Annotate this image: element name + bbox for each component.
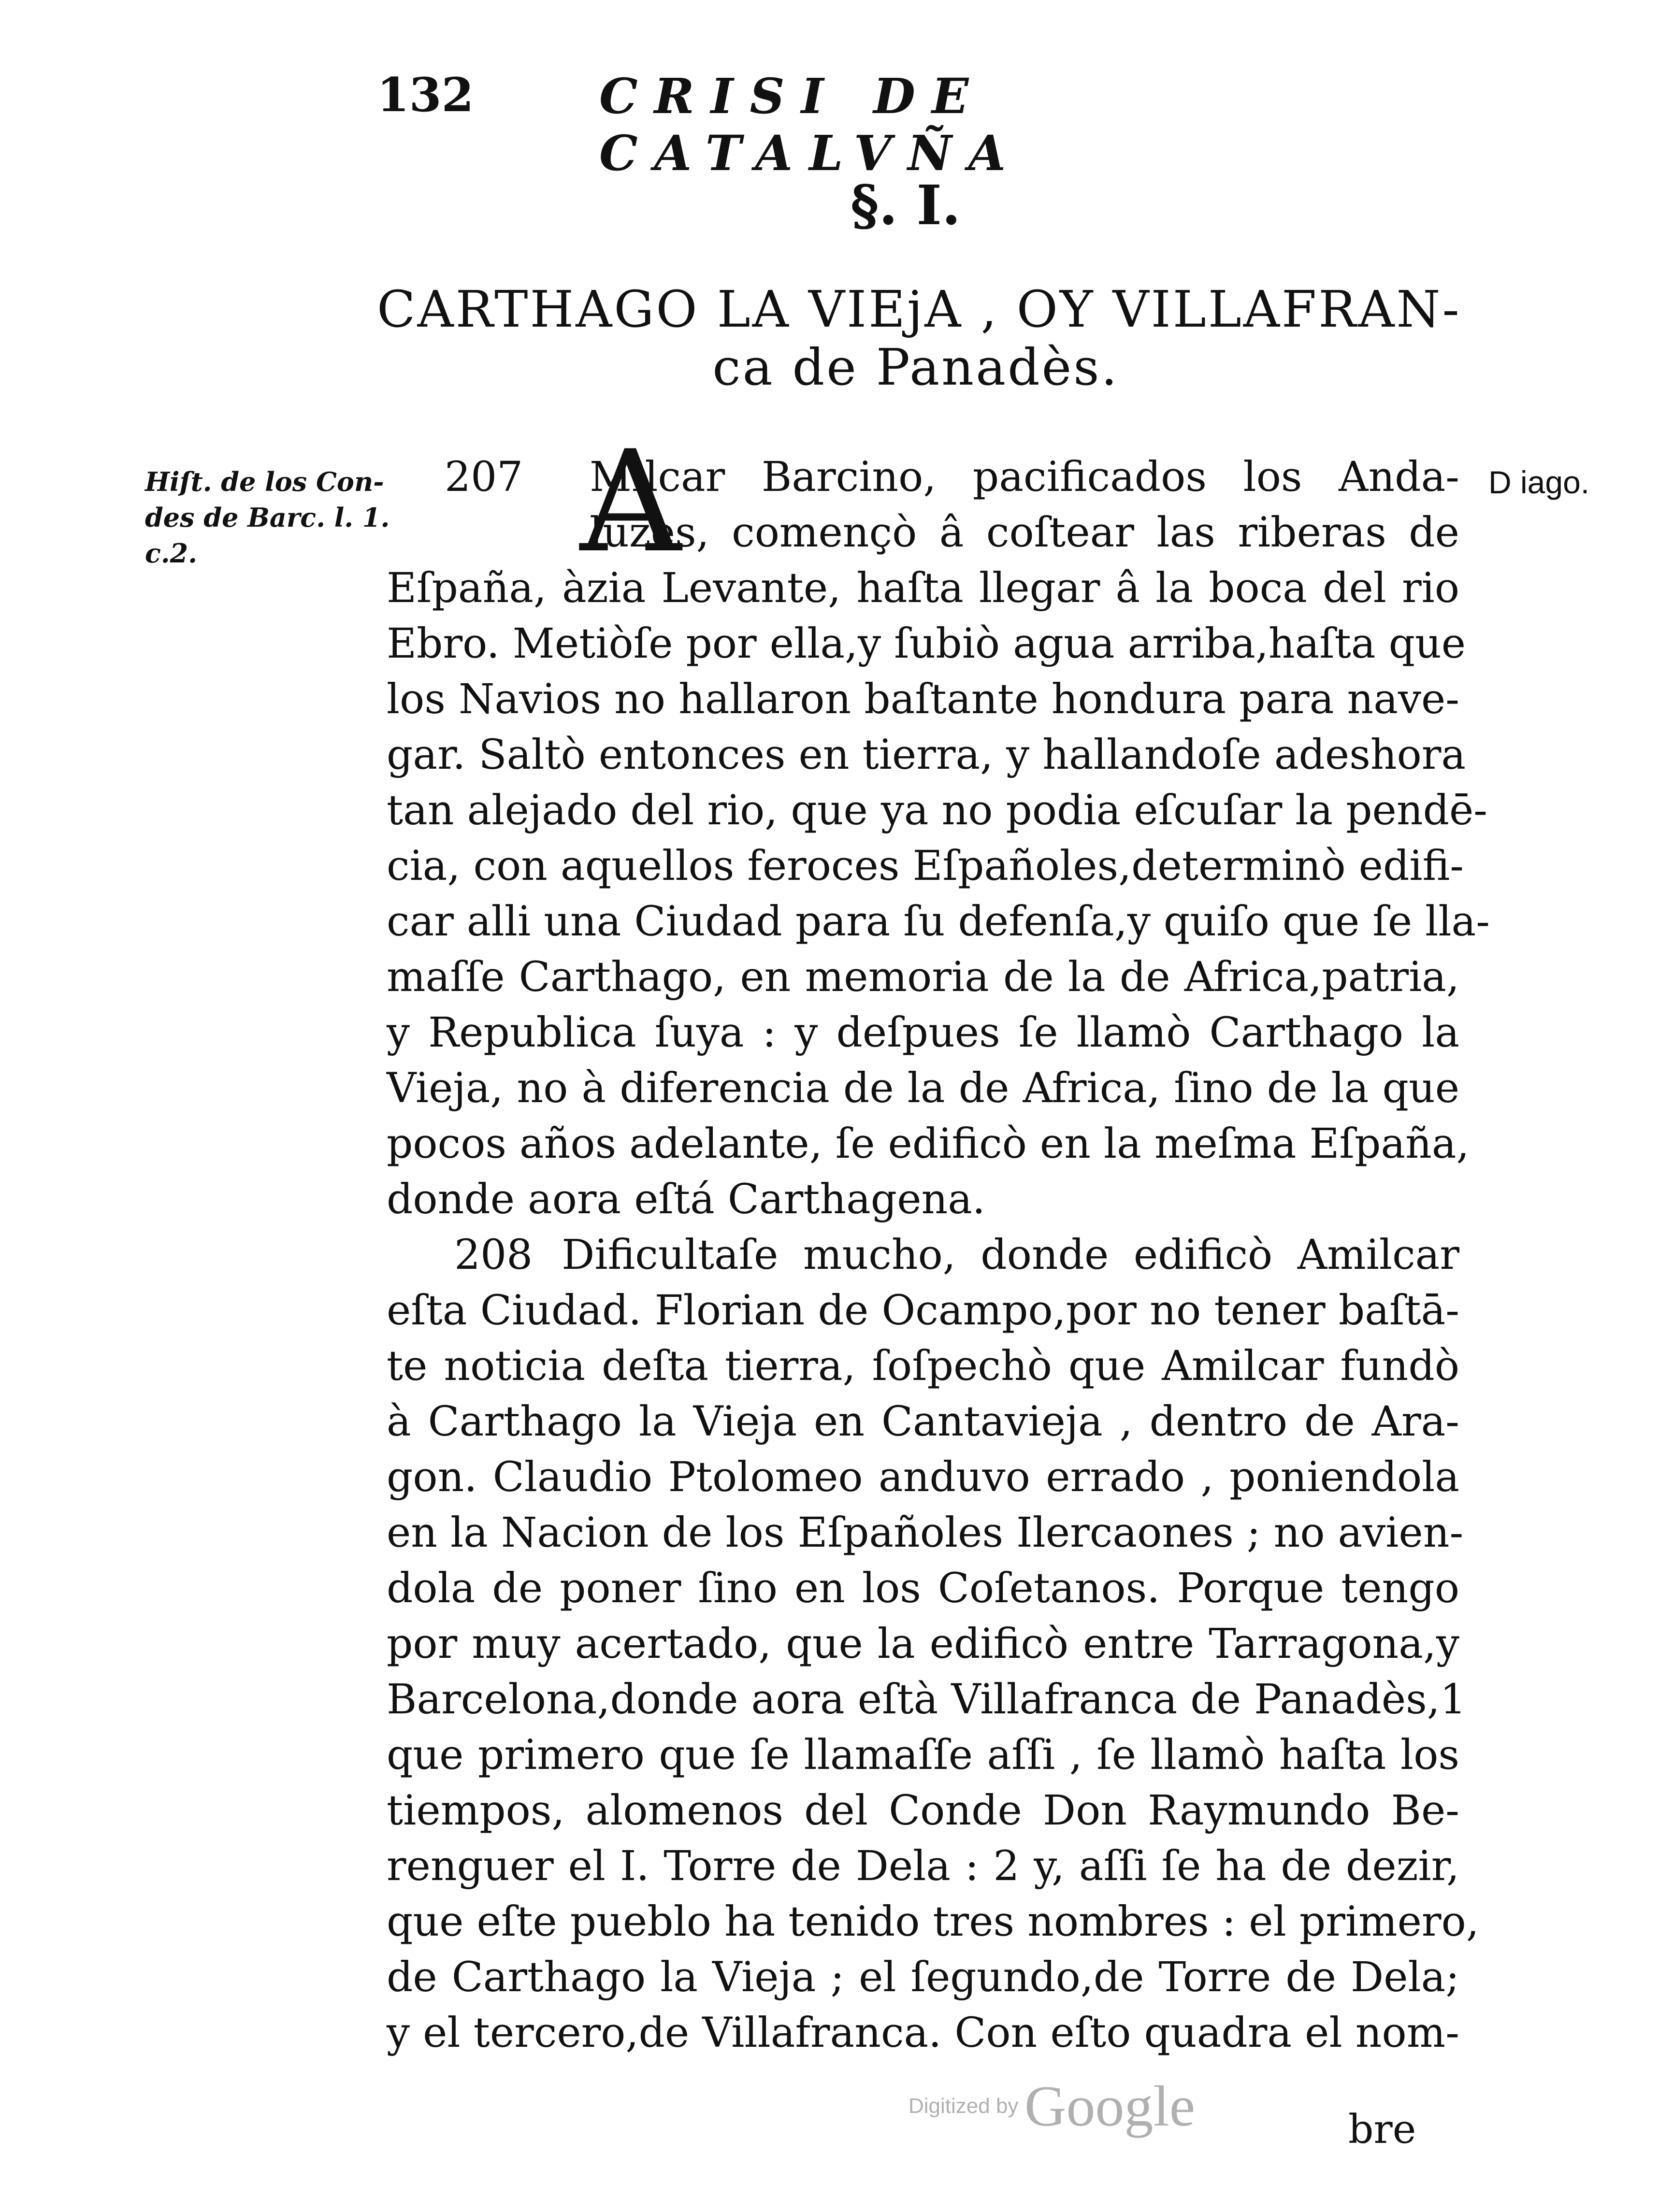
margin-note-line: des de Barc. l. 1. [145, 502, 390, 533]
catchword: bre [1348, 2107, 1416, 2153]
text-line: gon. Claudio Ptolomeo anduvo errado , poniendola [387, 1453, 1459, 1501]
text-line: 207 Milcar Barcino, pacificados los Anda- [387, 449, 1459, 505]
text-line: renguer el I. Torre de Dela : 2 y, aſſi ſe ha de dezir, [387, 1842, 1459, 1890]
watermark-prefix: Digitized by [909, 2094, 1019, 2118]
page-number: 132 [377, 68, 474, 122]
text-line: dola de poner ſino en los Coſetanos. Porque tengo [387, 1565, 1459, 1612]
margin-note [145, 464, 396, 571]
digitization-watermark [909, 2073, 1195, 2140]
paragraph-number: 207 [445, 453, 523, 501]
text-line: à Carthago la Vieja en Cantavieja , dentro de Ara- [387, 1398, 1459, 1446]
text-line: luzes, començò â coſtear las riberas de [590, 509, 1459, 557]
text-line: los Navios no hallaron baſtante hondura para nave- [387, 675, 1459, 723]
text-line: y el tercero,de Villafranca. Con eſto quadra el nom- [387, 2009, 1459, 2057]
text-line: gar. Saltò entonces en tierra, y hallandoſe adeshora [387, 731, 1466, 779]
paragraph-208 [387, 1227, 1479, 2061]
paragraph-207 [387, 421, 1490, 1227]
section-mark: §. I. [851, 174, 961, 237]
text-line: maſſe Carthago, en memoria de la de Africa,patria, [387, 953, 1459, 1001]
page-header [377, 68, 1343, 182]
text-line: donde aora eſtá Carthagena. [387, 1176, 985, 1223]
text-line: que eſte pueblo ha tenido tres nombres : el primero, [387, 1898, 1479, 1946]
text-line: eſta Ciudad. Florian de Ocampo,por no tener baſtā- [387, 1287, 1459, 1335]
watermark-logo: Google [1024, 2074, 1196, 2138]
text-line: tan alejado del rio, que ya no podia eſcuſar la pendē- [387, 787, 1488, 834]
text-line: que primero que ſe llamaſſe aſſi , ſe llamò haſta los [387, 1731, 1459, 1779]
text-line: Vieja, no à diferencia de la de Africa, ſino de la que [387, 1064, 1459, 1112]
text-line: pocos años adelante, ſe edificò en la meſma Eſpaña, [387, 1120, 1470, 1168]
running-title: CRISI DE CATALVÑA [599, 68, 1023, 182]
text-line: Ebro. Metiòſe por ella,y ſubiò agua arriba,haſta que [387, 620, 1466, 668]
chapter-title [377, 280, 1461, 397]
text-line: 208 Dificultaſe mucho, donde edificò Amilcar [454, 1227, 1459, 1283]
text-line: de Carthago la Vieja ; el ſegundo,de Torre de Dela; [387, 1953, 1459, 2001]
text-line: en la Nacion de los Eſpañoles Ilercaones ; no avien- [387, 1509, 1464, 1557]
text-line: cia, con aquellos feroces Eſpañoles,determinò edifi- [387, 842, 1464, 890]
text-line: car alli una Ciudad para ſu defenſa,y quiſo que ſe lla- [387, 898, 1490, 946]
margin-note-line: Hiſt. de los Con- [145, 466, 384, 497]
text-line: Barcelona,donde aora eſtà Villafranca de Panadès,1 [387, 1676, 1466, 1724]
drop-cap: A [580, 421, 681, 584]
text-line: por muy acertado, que la edificò entre Tarragona,y [387, 1620, 1459, 1668]
margin-note-line: c.2. [145, 538, 198, 569]
text-line: Eſpaña, àzia Levante, haſta llegar â la boca del rio [387, 564, 1459, 612]
chapter-title-line: ca de Panadès. [712, 338, 1119, 397]
text-line: y Republica ſuya : y deſpues ſe llamò Carthago la [387, 1009, 1459, 1057]
text-line: tiempos, alomenos del Conde Don Raymundo Be- [387, 1787, 1459, 1835]
paragraph-number: 208 [454, 1231, 533, 1279]
chapter-title-line: CARTHAGO LA VIEjA , OY VILLAFRAN- [377, 280, 1461, 339]
text-line: te noticia deſta tierra, ſoſpechò que Amilcar fundò [387, 1342, 1459, 1390]
body-text [387, 421, 1490, 2061]
side-catchword: D iago. [1488, 464, 1590, 500]
